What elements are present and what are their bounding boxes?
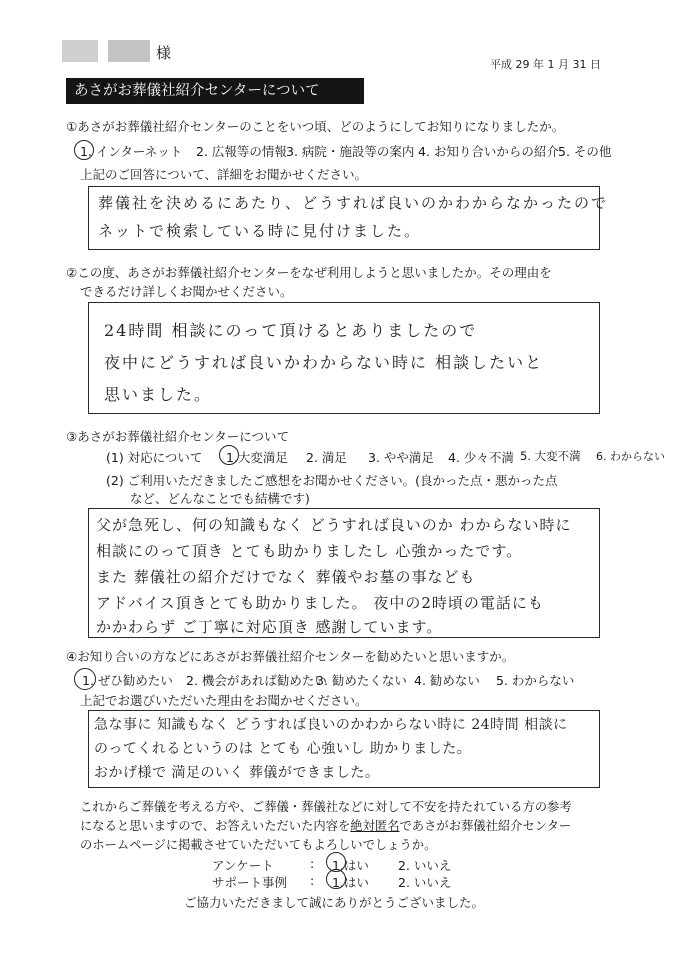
q3-option-5: 5. 大変不満 (520, 449, 581, 463)
q3-answer-line-5: かかわらず ご丁寧に対応頂き 感謝しています。 (96, 618, 443, 636)
q1-answer-line-1: 葬儀社を決めるにあたり、どうすれば良いのかわからなかったので (98, 194, 609, 212)
q1-option-5: 5. その他 (558, 144, 612, 159)
q3-option-1: 1.大変満足 (226, 450, 288, 465)
anonymity-emphasis: 絶対匿名 (350, 819, 400, 833)
consent-case-yes: 1.はい (332, 875, 369, 890)
q1-option-2: 2. 広報等の情報 (196, 144, 287, 159)
consent-survey-yes: 1.はい (332, 858, 369, 873)
q1-option-4: 4. お知り合いからの紹介 (418, 144, 559, 159)
q3-sub1-label: (1) 対応について (106, 450, 203, 465)
closing-line-2-pre: になると思いますので、お答えいただいた内容を (80, 819, 351, 833)
q4-option-2: 2. 機会があれば勧めたい (186, 673, 327, 688)
q3-answer-line-1: 父が急死し、何の知識もなく どうすれば良いのか わからない時に (96, 516, 572, 534)
consent-case-colon: : (310, 873, 315, 888)
consent-survey-label: アンケート (212, 858, 274, 873)
q3-answer-line-3: また 葬儀社の紹介だけでなく 葬儀やお墓の事なども (96, 568, 476, 586)
q4-answer-line-2: のってくれるというのは とても 心強いし 助かりました。 (94, 741, 472, 757)
q4-answer-line-1: 急な事に 知識もなく どうすれば良いのかわからない時に 24時間 相談に (94, 717, 568, 733)
closing-line-2 (80, 816, 571, 834)
q4-question: ④お知り合いの方などにあさがお葬儀社紹介センターを勧めたいと思いますか。 (66, 649, 515, 664)
q3-heading: ③あさがお葬儀社紹介センターについて (66, 429, 289, 444)
q4-detail-prompt: 上記でお選びいただいた理由をお聞かせください。 (80, 693, 368, 708)
q1-option-3: 3. 病院・施設等の案内 (286, 144, 415, 159)
q4-option-1: 1. ぜひ勧めたい (82, 673, 173, 688)
redacted-name-2 (108, 40, 150, 62)
q3-sub2-line-2: など、どんなことでも結構です) (130, 491, 310, 506)
consent-case-label: サポート事例 (212, 875, 288, 890)
q2-question-line-1: ②この度、あさがお葬儀社紹介センターをなぜ利用しようと思いましたか。その理由を (66, 265, 552, 280)
thanks-message: ご協力いただきまして誠にありがとうございました。 (184, 895, 485, 910)
q3-option-2: 2. 満足 (306, 450, 347, 465)
q3-answer-line-2: 相談にのって頂き とても助かりましたし 心強かったです。 (96, 542, 523, 560)
q3-option-6: 6. わからない (596, 450, 665, 463)
closing-line-2-post: であさがお葬儀社紹介センター (399, 819, 572, 833)
q4-option-4: 4. 勧めない (414, 673, 480, 688)
consent-case-no: 2. いいえ (398, 875, 452, 890)
q2-answer-line-3: 思いました。 (104, 385, 213, 404)
q2-answer-line-1: 24時間 相談にのって頂けるとありましたので (104, 321, 478, 340)
redacted-name-1 (62, 40, 98, 62)
q1-detail-prompt: 上記のご回答について、詳細をお聞かせください。 (80, 167, 368, 182)
q3-sub2-line-1: (2) ご利用いただきましたご感想をお聞かせください。(良かった点・悪かった点 (106, 473, 558, 488)
q1-question: ①あさがお葬儀社紹介センターのことをいつ頃、どのようにしてお知りになりましたか。 (66, 119, 565, 134)
q4-answer-line-3: おかげ様で 満足のいく 葬儀ができました。 (94, 765, 380, 781)
q1-option-1: 1. インターネット (80, 144, 183, 159)
q3-answer-line-4: アドバイス頂きとても助かりました。 夜中の2時頃の電話にも (96, 594, 544, 612)
closing-line-1: これからご葬儀を考える方や、ご葬儀・葬儀社などに対して不安を持たれている方の参考 (80, 800, 572, 814)
closing-line-3: のホームページに掲載させていただいてもよろしいでしょうか。 (80, 838, 437, 852)
q4-option-3: 3. 勧めたくない (316, 673, 407, 688)
q3-option-4: 4. 少々不満 (448, 450, 514, 465)
q3-option-3: 3. やや満足 (368, 450, 434, 465)
q1-answer-line-2: ネットで検索している時に見付けました。 (98, 222, 422, 240)
honorific: 様 (156, 44, 172, 62)
document-date: 平成 29 年 1 月 31 日 (490, 58, 601, 71)
q4-option-5: 5. わからない (496, 673, 575, 688)
section-banner: あさがお葬儀社紹介センターについて (66, 78, 364, 104)
consent-survey-no: 2. いいえ (398, 858, 452, 873)
consent-survey-colon: : (310, 856, 315, 871)
q2-question-line-2: できるだけ詳しくお聞かせください。 (80, 284, 293, 299)
q2-answer-line-2: 夜中にどうすれば良いかわからない時に 相談したいと (104, 353, 544, 372)
